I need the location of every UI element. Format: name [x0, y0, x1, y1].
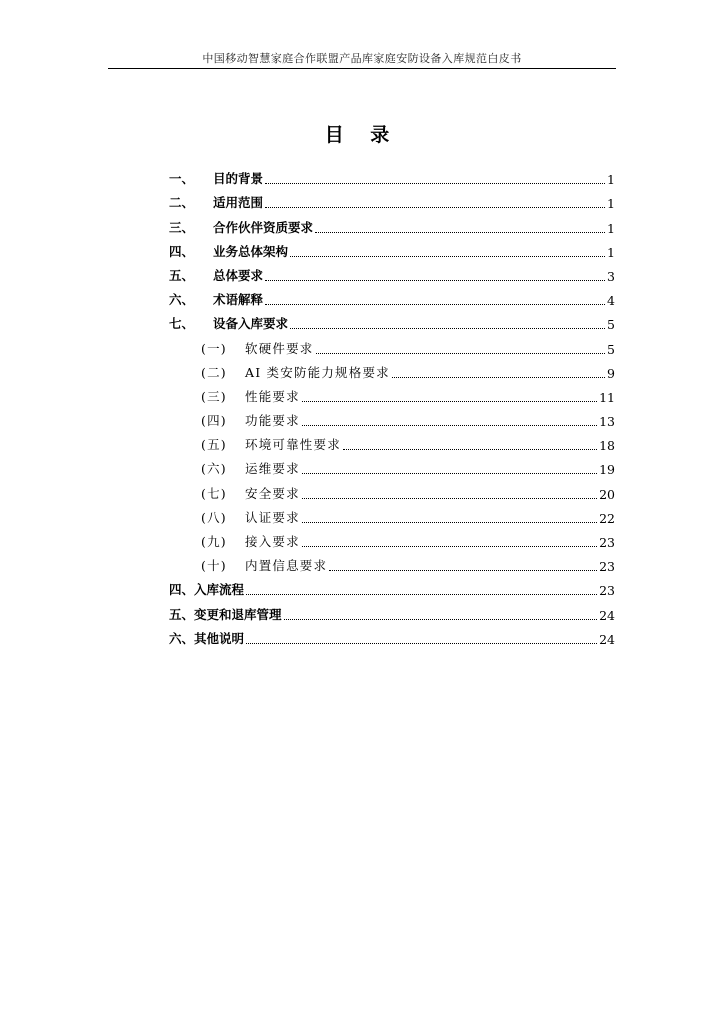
toc-dot-leader: [265, 183, 605, 184]
toc-entry[interactable]: [169, 308, 615, 332]
toc-entry-number: (二): [201, 364, 227, 380]
toc-dot-leader: [315, 232, 605, 233]
toc-entry-label: 目的背景: [213, 171, 264, 187]
toc-entry-label: 安全要求: [245, 485, 300, 501]
toc-entry[interactable]: [169, 574, 615, 598]
toc-entry-number: (一): [201, 340, 227, 356]
toc-dot-leader: [392, 377, 605, 378]
toc-entry-label: AI 类安防能力规格要求: [245, 364, 390, 380]
toc-entry[interactable]: [169, 332, 615, 356]
toc-entry-number: 六、: [169, 292, 195, 308]
toc-dot-leader: [302, 425, 597, 426]
toc-entry-label: 设备入库要求: [213, 316, 289, 332]
toc-entry[interactable]: [169, 502, 615, 526]
toc-entry[interactable]: [169, 260, 615, 284]
toc-entry-label: 软硬件要求: [245, 340, 314, 356]
toc-entry-number: 七、: [169, 316, 195, 332]
toc-entry-label: 认证要求: [245, 509, 300, 525]
toc-dot-leader: [302, 522, 597, 523]
toc-entry-label: 内置信息要求: [245, 558, 328, 574]
toc-entry-page: 22: [599, 510, 615, 526]
toc-dot-leader: [246, 594, 597, 595]
toc-entry-number: 五、: [169, 267, 195, 283]
toc-entry-page: 5: [607, 317, 615, 333]
toc-entry-number: 四、: [169, 582, 195, 598]
toc-entry[interactable]: [169, 357, 615, 381]
toc-entry[interactable]: [169, 211, 615, 235]
toc-entry-label: 功能要求: [245, 413, 300, 429]
toc-dot-leader: [302, 498, 597, 499]
toc-dot-leader: [290, 256, 605, 257]
toc-entry[interactable]: [169, 163, 615, 187]
toc-entry-page: 18: [599, 438, 615, 454]
toc-entry[interactable]: [169, 550, 615, 574]
toc-entry-label: 合作伙伴资质要求: [213, 219, 314, 235]
toc-entry-page: 23: [599, 559, 615, 575]
toc-entry-page: 4: [607, 293, 615, 309]
toc-entry[interactable]: [169, 381, 615, 405]
toc-entry-number: (四): [201, 413, 227, 429]
running-header: 中国移动智慧家庭合作联盟产品库家庭安防设备入库规范白皮书: [202, 52, 522, 65]
table-of-contents: [169, 163, 615, 647]
toc-entry-label: 变更和退库管理: [194, 606, 282, 622]
toc-entry-page: 23: [599, 583, 615, 599]
toc-dot-leader: [329, 570, 597, 571]
toc-dot-leader: [302, 473, 597, 474]
toc-entry-number: 一、: [169, 171, 195, 187]
toc-entry-page: 24: [599, 607, 615, 623]
toc-dot-leader: [246, 643, 597, 644]
toc-dot-leader: [316, 353, 606, 354]
toc-entry-number: (十): [201, 558, 227, 574]
toc-entry-number: (九): [201, 534, 227, 549]
toc-entry-label: 业务总体架构: [213, 243, 289, 259]
toc-entry[interactable]: [169, 623, 615, 647]
toc-entry-page: 24: [599, 631, 615, 647]
toc-entry-page: 23: [599, 535, 615, 550]
toc-entry-page: 1: [607, 196, 615, 212]
toc-dot-leader: [284, 619, 598, 620]
toc-entry[interactable]: [169, 187, 615, 211]
toc-entry-label: 运维要求: [245, 461, 300, 477]
toc-dot-leader: [343, 449, 597, 450]
toc-dot-leader: [265, 207, 605, 208]
toc-entry[interactable]: [169, 429, 615, 453]
toc-dot-leader: [302, 401, 597, 402]
toc-entry[interactable]: [169, 284, 615, 308]
toc-dot-leader: [290, 328, 605, 329]
toc-entry-number: (五): [201, 437, 227, 453]
toc-entry-number: 四、: [169, 243, 195, 259]
toc-entry-page: 5: [607, 341, 615, 357]
toc-entry-page: 13: [599, 414, 615, 430]
toc-entry-label: 入库流程: [194, 582, 245, 598]
toc-entry-page: 1: [607, 172, 615, 188]
toc-entry-number: 五、: [169, 606, 195, 622]
toc-entry-number: 三、: [169, 219, 195, 235]
toc-entry[interactable]: [169, 405, 615, 429]
toc-entry-page: 3: [607, 268, 615, 284]
toc-dot-leader: [265, 304, 605, 305]
toc-entry-number: (三): [201, 388, 227, 404]
toc-entry-number: (六): [201, 461, 227, 477]
toc-entry-number: 六、: [169, 630, 195, 646]
toc-entry[interactable]: [169, 236, 615, 260]
toc-entry-label: 术语解释: [213, 292, 264, 308]
toc-entry-page: 19: [599, 462, 615, 478]
toc-entry[interactable]: [169, 477, 615, 501]
toc-entry-page: 1: [607, 244, 615, 260]
toc-entry-number: (八): [201, 509, 227, 525]
toc-entry-label: 其他说明: [194, 630, 245, 646]
toc-entry-page: 9: [607, 365, 615, 381]
toc-entry[interactable]: [169, 526, 615, 550]
toc-entry[interactable]: [169, 453, 615, 477]
toc-entry-number: 二、: [169, 195, 195, 211]
toc-entry[interactable]: [169, 598, 615, 622]
toc-entry-page: 1: [607, 220, 615, 236]
toc-entry-page: 20: [599, 486, 615, 502]
toc-entry-label: 环境可靠性要求: [245, 437, 341, 453]
toc-entry-label: 性能要求: [245, 388, 300, 404]
toc-dot-leader: [265, 280, 605, 281]
toc-title: 目 录: [324, 124, 400, 146]
toc-entry-page: 11: [599, 389, 615, 405]
toc-entry-label: 接入要求: [245, 534, 300, 549]
toc-entry-label: 适用范围: [213, 195, 264, 211]
toc-entry-label: 总体要求: [213, 267, 264, 283]
header-rule: [108, 68, 616, 69]
toc-dot-leader: [302, 546, 597, 547]
toc-entry-number: (七): [201, 485, 227, 501]
